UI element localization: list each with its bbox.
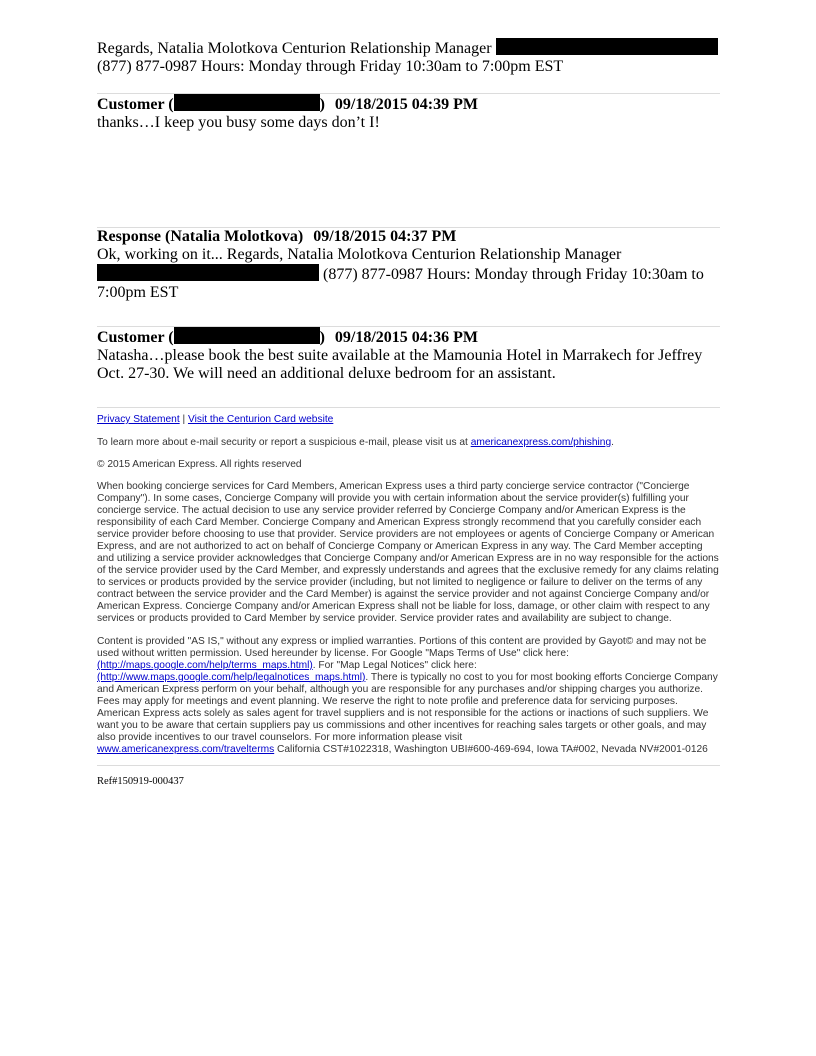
reference-number: Ref#150919-000437 bbox=[97, 776, 184, 787]
redacted-block bbox=[97, 264, 319, 281]
content-notice: Content is provided "AS IS," without any express or implied warranties. Portions of this content are provided by Gayot© and may not be used without written permission. Used hereunder by license. For Google "Maps Terms of Use" click here: (http://maps.google.com/help/terms_maps.html). For "Map Legal Notices" click here: (http://www.maps.google.com/help/legalnotices_maps.html). There is typically no cost to you for most booking efforts Concierge Company and American Express perform on your behalf, although you are responsible for any purchases and/or shipping charges you authorize. Fees may apply for meetings and event planning. We reserve the right to note profile and preference data for servicing purposes. American Express acts solely as sales agent for travel suppliers and is not responsible for the actions or inactions of such suppliers. We want you to be aware that certain suppliers pay us commissions and other incentives for reaching sales targets or other goals, and may also provide incentives to our travel counselors. For more information please visit www.americanexpress.com/travelterms California CST#1022318, Washington UBI#600-469-694, Iowa TA#002, Nevada NV#2001-0126 bbox=[97, 636, 718, 755]
message-body-line-2: (877) 877-0987 Hours: Monday through Friday 10:30am to bbox=[97, 264, 720, 284]
redacted-block bbox=[174, 94, 320, 111]
message-body: thanks…I keep you busy some days don’t I! bbox=[97, 114, 380, 131]
phishing-link[interactable]: americanexpress.com/phishing bbox=[470, 437, 612, 448]
message-header: Response (Natalia Molotkova) 09/18/2015 04:37 PM bbox=[97, 228, 457, 245]
centurion-website-link[interactable]: Visit the Centurion Card website bbox=[187, 414, 334, 425]
divider bbox=[97, 407, 720, 408]
travelterms-link[interactable]: www.americanexpress.com/travelterms bbox=[97, 744, 275, 755]
footer bbox=[97, 414, 720, 788]
security-notice: To learn more about e-mail security or report a suspicious e-mail, please visit us at americanexpress.com/phishing. bbox=[97, 437, 614, 448]
footer-links: Privacy Statement | Visit the Centurion Card website bbox=[97, 414, 334, 425]
signature-block bbox=[97, 38, 720, 76]
message-header: Customer ( ) 09/18/2015 04:39 PM bbox=[97, 96, 478, 113]
message-body-line-1: Natasha…please book the best suite available at the Mamounia Hotel in Marrakech for Jeffrey bbox=[97, 347, 703, 364]
message-customer-1 bbox=[97, 94, 720, 227]
privacy-statement-link[interactable]: Privacy Statement bbox=[97, 414, 180, 425]
redacted-block bbox=[496, 38, 718, 55]
disclaimer: When booking concierge services for Card Members, American Express uses a third party concierge service contractor ("Concierge Company"). In some cases, Concierge Company will provide you with certain information about the service provider(s) fulfilling your concierge service. The actual decision to use any service provider referred by Concierge Company and/or American Express is the responsibility of each Card Member. Concierge Company and American Express strongly recommend that you carefully consider each service provider before choosing to use that provider. Service providers are not employees or agents of Concierge Company or American Express, and are not authorized to act on behalf of Concierge Company or American Express in any way. The Card Member accepting and utilizing a service provider acknowledges that Concierge Company and/or American Express are in no way responsible for the actions of the service provider used by the Card Member, and expressly understands and agrees that the exclusive remedy for any claims relating to services or products provided by the service provider (including, but not limited to negligence or failure to deliver on the terms of any contract between the service provider and the Card Member) is against the service provider and not against Concierge Company and/or American Express. Concierge Company and/or American Express shall not be liable for loss, damage, or other claim with respect to any services or products provided to Card Member by service provider. Service provider rates and availability are subject to change. bbox=[97, 481, 719, 624]
redacted-block bbox=[174, 327, 320, 344]
message-response bbox=[97, 228, 720, 326]
email-document bbox=[97, 36, 720, 788]
message-body-line-3: 7:00pm EST bbox=[97, 284, 179, 301]
message-timestamp: 09/18/2015 04:39 PM bbox=[334, 96, 478, 113]
message-customer-2 bbox=[97, 327, 720, 407]
message-timestamp: 09/18/2015 04:37 PM bbox=[313, 228, 457, 245]
copyright: © 2015 American Express. All rights reserved bbox=[97, 459, 302, 470]
divider bbox=[97, 765, 720, 766]
message-timestamp: 09/18/2015 04:36 PM bbox=[334, 329, 478, 346]
signature-line-2: (877) 877-0987 Hours: Monday through Friday 10:30am to 7:00pm EST bbox=[97, 58, 564, 75]
maps-legal-link[interactable]: (http://www.maps.google.com/help/legalnotices_maps.html) bbox=[97, 672, 366, 683]
maps-terms-link[interactable]: (http://maps.google.com/help/terms_maps.html) bbox=[97, 660, 313, 671]
signature-line-1: Regards, Natalia Molotkova Centurion Relationship Manager bbox=[97, 38, 720, 58]
message-body-line-1: Ok, working on it... Regards, Natalia Molotkova Centurion Relationship Manager bbox=[97, 246, 622, 263]
message-header: Customer ( ) 09/18/2015 04:36 PM bbox=[97, 329, 478, 346]
message-body-line-2: Oct. 27-30. We will need an additional deluxe bedroom for an assistant. bbox=[97, 365, 556, 382]
